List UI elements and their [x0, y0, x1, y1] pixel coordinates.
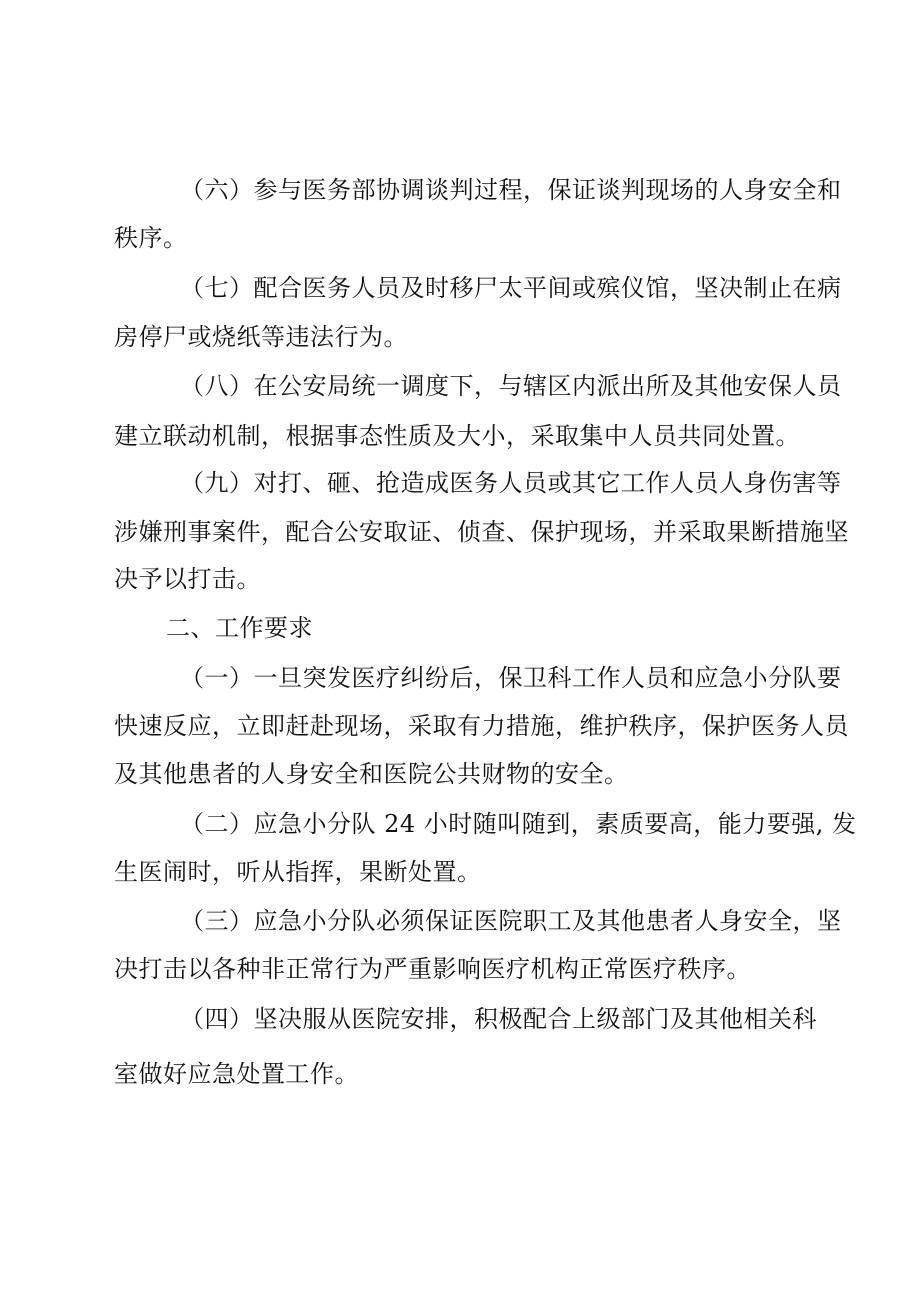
text-line: 快速反应，立即赶赴现场，采取有力措施，维护秩序，保护医务人员	[114, 712, 849, 740]
text-line: 建立联动机制，根据事态性质及大小，采取集中人员共同处置。	[114, 422, 800, 450]
text-line: 及其他患者的人身安全和医院公共财物的安全。	[114, 760, 629, 788]
text-line: （四）坚决服从医院安排，积极配合上级部门及其他相关科	[180, 1005, 817, 1033]
text-line: （三）应急小分队必须保证医院职工及其他患者人身安全，坚	[180, 907, 842, 935]
section-heading: 二、工作要求	[166, 614, 313, 642]
text-line: （六）参与医务部协调谈判过程，保证谈判现场的人身安全和	[180, 176, 842, 204]
text-line: 涉嫌刑事案件，配合公安取证、侦查、保护现场，并采取果断措施坚	[114, 518, 849, 546]
text-line: （八）在公安局统一调度下，与辖区内派出所及其他安保人员	[180, 372, 842, 400]
text-line: 决予以打击。	[114, 565, 261, 593]
text-line: （七）配合医务人员及时移尸太平间或殡仪馆，坚决制止在病	[180, 274, 842, 302]
text-line: 房停尸或烧纸等违法行为。	[114, 323, 408, 351]
text-line: （二）应急小分队 24 小时随叫随到，素质要高，能力要强, 发	[180, 810, 857, 838]
text-line: （一）一旦突发医疗纠纷后，保卫科工作人员和应急小分队要	[180, 664, 842, 692]
text-line: 室做好应急处置工作。	[114, 1060, 359, 1088]
text-line: 秩序。	[114, 224, 188, 252]
text-line: （九）对打、砸、抢造成医务人员或其它工作人员人身伤害等	[180, 469, 842, 497]
text-line: 生医闹时，听从指挥，果断处置。	[114, 858, 482, 886]
text-line: 决打击以各种非正常行为严重影响医疗机构正常医疗秩序。	[114, 955, 751, 983]
